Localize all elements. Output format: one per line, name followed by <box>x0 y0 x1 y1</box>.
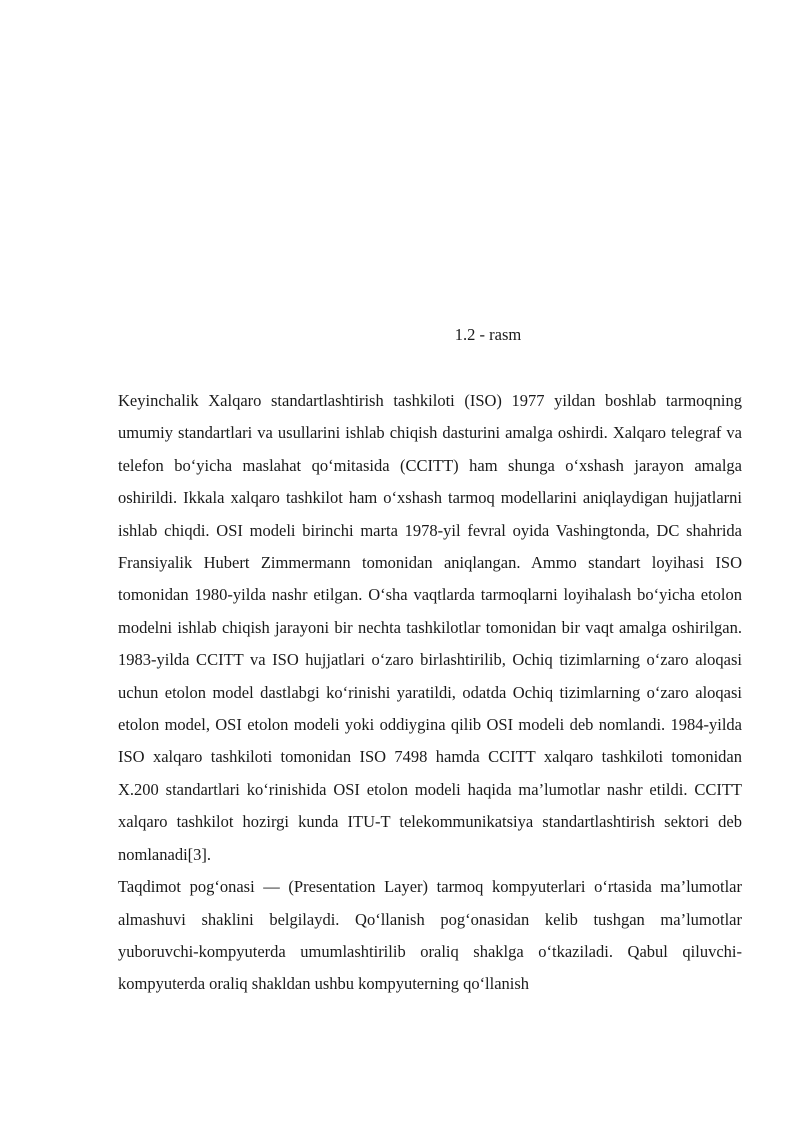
figure-caption-row <box>0 324 800 346</box>
paragraph-presentation-layer: Taqdimot pog‘onasi — (Presentation Layer) tarmoq kompyuterlari o‘rtasida ma’lumotlar almashuvi shaklini belgilaydi. Qo‘llanish pog‘onasidan kelib tushgan ma’lumotlar yuboruvchi-kompyuterda umumlashtirilib oraliq shaklga o‘tkaziladi. Qabul qiluvchi-kompyuterda oraliq shakldan ushbu kompyuterning qo‘llanish <box>118 877 742 994</box>
figure-image-area <box>118 40 742 310</box>
body-text <box>118 385 742 1001</box>
figure-caption: 1.2 - rasm <box>454 325 522 344</box>
paragraph-osi-history: Keyinchalik Xalqaro standartlashtirish tashkiloti (ISO) 1977 yildan boshlab tarmoqning umumiy standartlari va usullarini ishlab chiqish dasturini amalga oshirdi. Xalqaro telegraf va telefon bo‘yicha maslahat qo‘mitasida (CCITT) ham shunga o‘xshash jarayon amalga oshirildi. Ikkala xalqaro tashkilot ham o‘xshash tarmoq modellarini aniqlaydigan hujjatlarni ishlab chiqdi. OSI modeli birinchi marta 1978-yil fevral oyida Vashingtonda, DC shahrida Fransiyalik Hubert Zimmermann tomonidan aniqlangan. Ammo standart loyihasi ISO tomonidan 1980-yilda nashr etilgan. O‘sha vaqtlarda tarmoqlarni loyihalash bo‘yicha etolon modelni ishlab chiqish jarayoni bir nechta tashkilotlar tomonidan bir vaqt amalga oshirilgan. 1983-yilda CCITT va ISO hujjatlari o‘zaro birlashtirilib, Ochiq tizimlarning o‘zaro aloqasi uchun etolon model dastlabgi ko‘rinishi yaratildi, odatda Ochiq tizimlarning o‘zaro aloqasi etolon model, OSI etolon modeli yoki oddiygina qilib OSI modeli deb nomlandi. 1984-yilda ISO xalqaro tashkiloti tomonidan ISO 7498 hamda CCITT xalqaro tashkiloti tomonidan X.200 standartlari ko‘rinishida OSI etolon modeli haqida ma’lumotlar nashr etildi. CCITT xalqaro tashkilot hozirgi kunda ITU-T telekommunikatsiya standartlashtirish sektori deb nomlanadi[3]. <box>118 391 742 864</box>
